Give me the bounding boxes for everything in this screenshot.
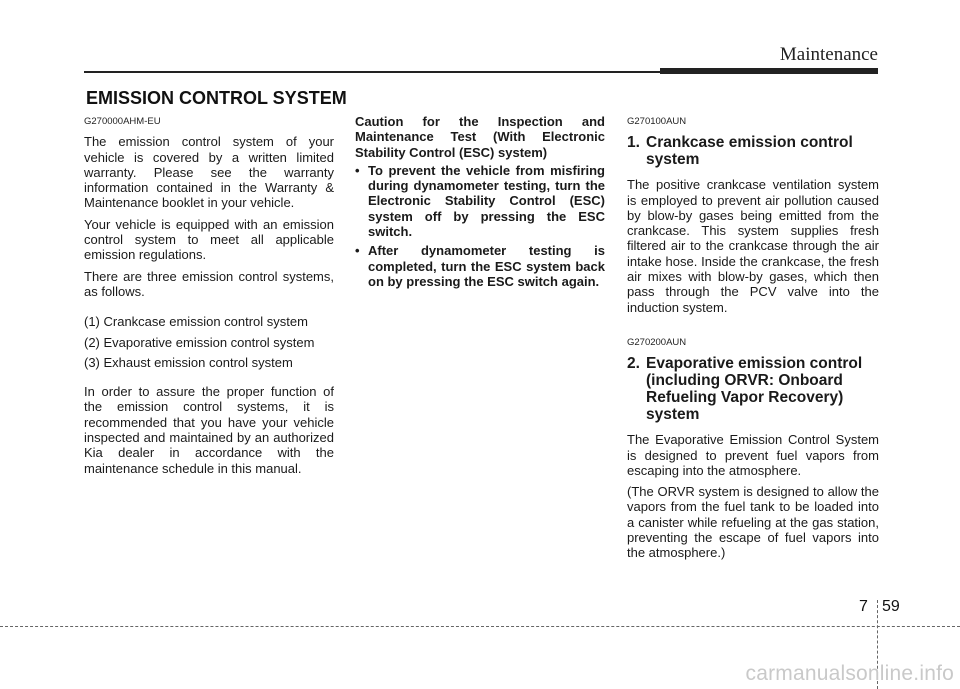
column-left (84, 114, 334, 482)
caution-title: Caution for the Inspection and Maintenance Test (With Electronic Stability Control (ESC) system) (355, 114, 605, 160)
watermark: carmanualsonline.info (745, 662, 954, 685)
paragraph-warranty: The emission control system of your vehicle is covered by a written limited warranty. Please see the warranty information contained in the Warranty & Maintenance booklet in your vehicle. (84, 134, 334, 211)
subsection-heading-text: Evaporative emission control (including ORVR: Onboard Refueling Vapor Recovery) system (646, 355, 863, 424)
section-title: EMISSION CONTROL SYSTEM (86, 88, 347, 108)
paragraph-orvr: (The ORVR system is designed to allow the vapors from the fuel tank to be loaded into a canister while refueling at the gas station, preventing the escape of fuel vapors into the atmosphere.) (627, 484, 879, 561)
subsection-number: 2. (627, 355, 640, 373)
paragraph-three-systems: There are three emission control systems, as follows. (84, 268, 334, 299)
header-rule-accent (660, 68, 878, 74)
subsection-heading-text: Crankcase emission control system (646, 134, 853, 169)
bullet-icon: • (355, 162, 360, 178)
subsection-heading-crankcase (627, 134, 879, 168)
list-item: (3) Exhaust emission control system (84, 354, 293, 370)
chapter-number: 7 (859, 598, 868, 615)
paragraph-equipped: Your vehicle is equipped with an emission control system to meet all applicable emission regulations. (84, 216, 334, 263)
caution-item (355, 243, 605, 289)
subsection-number: 1. (627, 134, 640, 152)
list-item: (1) Crankcase emission control system (84, 314, 308, 330)
page-number: 59 (882, 598, 900, 615)
caution-list (355, 163, 605, 289)
paragraph-crankcase: The positive crankcase ventilation system is employed to prevent air pollution caused by blow-by gases being emitted from the crankcase. This system supplies fresh filtered air to the crankcase through the air intake hose. Inside the crankcase, the fresh air mixes with blow-by gases, which then pass through the PCV valve into the induction system. (627, 177, 879, 315)
column-right (627, 114, 879, 567)
reference-code: G270000AHM-EU (84, 116, 161, 127)
reference-code: G270100AUN (627, 116, 687, 127)
caution-item-text: After dynamometer testing is completed, turn the ESC system back on by pressing the ESC switch again. (368, 243, 605, 289)
footer-divider (0, 626, 960, 627)
paragraph-dealer: In order to assure the proper function of the emission control systems, it is recommended that you have your vehicle inspected and maintained by an authorized Kia dealer in accordance with the maintenance schedule in this manual. (84, 384, 334, 476)
caution-item (355, 163, 605, 239)
paragraph-evaporative: The Evaporative Emission Control System is designed to prevent fuel vapors from escaping into the atmosphere. (627, 432, 879, 478)
reference-code: G270200AUN (627, 336, 687, 348)
header-rule (84, 71, 664, 73)
page-header-title: Maintenance (779, 44, 878, 65)
column-middle (355, 114, 605, 293)
subsection-heading-evaporative (627, 355, 879, 423)
list-item: (2) Evaporative emission control system (84, 334, 315, 350)
bullet-icon: • (355, 243, 360, 259)
caution-item-text: To prevent the vehicle from misfiring during dynamometer testing, turn the Electronic Stability Control (ESC) system off by pressing the ESC switch. (368, 162, 605, 240)
